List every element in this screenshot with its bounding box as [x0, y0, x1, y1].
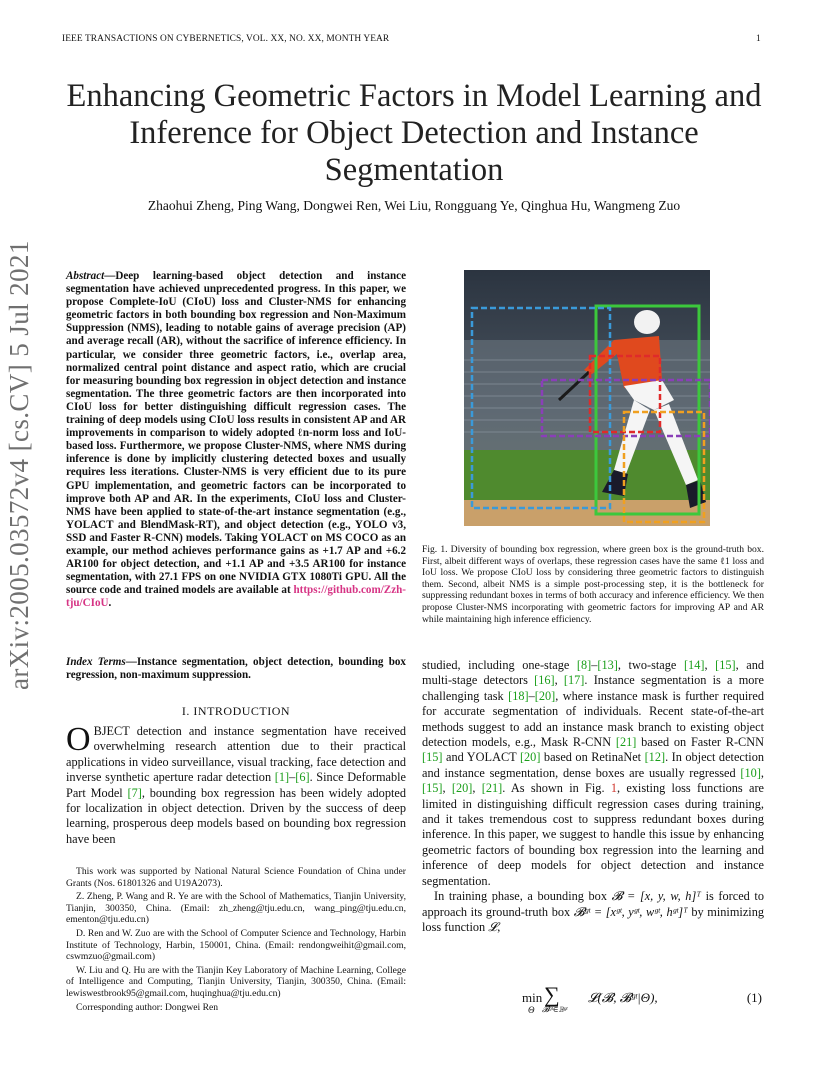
- citation[interactable]: [21]: [481, 781, 503, 796]
- text: based on Faster R-CNN: [636, 735, 765, 750]
- running-header: IEEE TRANSACTIONS ON CYBERNETICS, VOL. XX, NO. XX, MONTH YEAR: [62, 34, 390, 44]
- intro-paragraph: [66, 721, 406, 847]
- citation[interactable]: [8]: [576, 658, 592, 672]
- eq-min: min: [522, 990, 543, 1005]
- eq-sum: ∑: [544, 982, 560, 1007]
- text: ,: [554, 673, 564, 688]
- footnote: Corresponding author: Dongwei Ren: [76, 1001, 219, 1013]
- citation[interactable]: [20]: [451, 781, 473, 796]
- intro-text: BJECT detection and instance segmentation have received overwhelming research attention due to their practical applications in video surveillance, visual tracking, face detection and inverse synthetic aperture radar detection: [66, 724, 406, 785]
- baseball-figure-illustration: [464, 270, 710, 526]
- figure-ref[interactable]: 1: [610, 781, 617, 796]
- citation[interactable]: [15]: [422, 781, 443, 796]
- math: 𝓛: [488, 919, 498, 934]
- citation[interactable]: [1]: [274, 770, 290, 785]
- citation[interactable]: [14]: [683, 658, 705, 672]
- citation[interactable]: [21]: [615, 735, 637, 750]
- paragraph: [422, 889, 764, 935]
- abstract-lead: Abstract: [66, 270, 105, 282]
- code-link[interactable]: https://github.com/Zzh-tju/CIoU: [66, 584, 406, 610]
- citation[interactable]: [10]: [740, 765, 761, 780]
- section-heading: I. INTRODUCTION: [181, 704, 291, 718]
- text: , two-stage: [617, 658, 684, 672]
- right-column-text: [422, 658, 764, 935]
- text: , and multi-stage detectors: [422, 658, 765, 688]
- eq-body: 𝓛(𝓑, 𝓑ᵍᵗ|Θ),: [588, 990, 658, 1005]
- math: 𝓑 = [x, y, w, h]ᵀ: [611, 889, 701, 904]
- paragraph: [422, 658, 764, 889]
- text: by minimizing loss function: [422, 904, 764, 934]
- citation[interactable]: [17]: [563, 673, 585, 688]
- footnote: Z. Zheng, P. Wang and R. Ye are with the School of Mathematics, Tianjin University, Tianjin, 300350, China. (Email: zh_zheng@tju.edu.cn, wang_ping@tju.edu.cn, ementon@tju.edu.cn): [66, 891, 406, 926]
- text: ,: [472, 781, 482, 796]
- citation[interactable]: [12]: [644, 750, 666, 765]
- intro-text: . Since Deformable Part Model: [66, 770, 406, 800]
- eq-min-sub: Θ: [528, 1005, 535, 1015]
- text: ,: [760, 765, 764, 780]
- citation[interactable]: [20]: [519, 750, 541, 765]
- dash: –: [591, 658, 598, 672]
- abstract-text: —Deep learning-based object detection and instance segmentation have achieved unprecedented progress. In this paper, we propose Complete-IoU (CIoU) loss and Cluster-NMS for enhancing geometric factors in both bounding box regression and Non-Maximum Suppression (NMS), leading to notable gains of average precision (AP) and average recall (AR), without the sacrifice of inference efficiency. In particular, we consider three geometric factors, i.e., overlap area, normalized central point distance and aspect ratio, which are crucial for measuring bounding box regression in object detection and instance segmentation. The three geometric factors are then incorporated into CIoU loss for better distinguishing difficult regression cases. The training of deep models using CIoU loss results in consistent AP and AR improvements in comparison to widely adopted ℓn-norm loss and IoU-based loss. Furthermore, we propose Cluster-NMS, where NMS during inference is done by implicitly clustering detected boxes and usually requires less iterations. Cluster-NMS is very efficient due to its pure GPU implementation, and geometric factors can be incorporated to improve both AP and AR. In the experiments, CIoU loss and Cluster-NMS have been applied to state-of-the-art instance segmentation (e.g., YOLACT and BlendMask-RT), and object detection (e.g., YOLO v3, SSD and Faster R-CNN) models. Taking YOLACT on MS COCO as an example, our method achieves performance gains as +1.7 AP and +6.2 AR100 for object detection, and +1.1 AP and +3.5 AR100 for instance segmentation, with 27.1 FPS on one NVIDIA GTX 1080Ti GPU. All the source code and trained models are available at: [66, 270, 406, 597]
- abstract-end: .: [108, 597, 112, 610]
- index-terms: [66, 656, 406, 682]
- equation-number: (1): [746, 990, 762, 1005]
- footnote: W. Liu and Q. Hu are with the Tianjin Key Laboratory of Machine Learning, College of Intelligence and Computing, Tianjin University, Tianjin, 300350, China. (Email: lewiswestbrook95@gmail.com, huqinghua@tju.edu.cn): [66, 964, 406, 999]
- drop-cap: O: [66, 721, 91, 758]
- text: . As shown in Fig.: [502, 781, 611, 796]
- dash: –: [289, 770, 296, 785]
- footnote: D. Ren and W. Zuo are with the School of Computer Science and Technology, Harbin Institute of Technology, Harbin, 150001, China. (Email: rendongweihit@gmail.com, cswmzuo@gmail.com): [66, 927, 406, 963]
- citation[interactable]: [15]: [422, 750, 443, 765]
- text: ,: [442, 781, 452, 796]
- paper-title: Enhancing Geometric Factors in Model Learning and Inference for Object Detection and Instance Segmentation: [66, 78, 762, 188]
- text: studied, including one-stage: [422, 658, 577, 672]
- index-terms-text: —Instance segmentation, object detection, bounding box regression, non-maximum suppression.: [66, 656, 406, 682]
- citation[interactable]: [13]: [597, 658, 618, 672]
- footnotes: [66, 866, 406, 1015]
- eq-sum-sub: 𝓑ᵍᵗ∈𝔹ᵍᵗ: [542, 1005, 568, 1014]
- citation[interactable]: [15]: [715, 658, 736, 672]
- citation[interactable]: [20]: [534, 688, 556, 703]
- author-list: Zhaohui Zheng, Ping Wang, Dongwei Ren, Wei Liu, Rongguang Ye, Qinghua Hu, Wangmeng Zuo: [147, 198, 681, 213]
- text: ,: [704, 658, 716, 672]
- intro-text: , bounding box regression has been widely adopted for localization in object detection. Driven by the success of deep learning, prosperous deep models based on bounding box regression have been: [66, 785, 406, 846]
- text: , existing loss functions are limited in distinguishing difficult regression cases during training, and it takes tremendous cost to suppress redundant boxes during inference. In this paper, we suggest to handle this issue by enhancing geometric factors of bounding box regression into the learning and inference of deep models for object detection and instance segmentation.: [422, 781, 764, 888]
- grass: [464, 450, 710, 500]
- figure-1: [464, 270, 710, 526]
- page-number: 1: [756, 34, 761, 44]
- citation[interactable]: [7]: [127, 785, 142, 800]
- text: ,: [497, 919, 501, 934]
- index-terms-lead: Index Terms: [66, 656, 126, 668]
- equation-1: [522, 984, 762, 1024]
- text: is forced to approach its ground-truth box: [422, 889, 764, 919]
- text: In training phase, a bounding box: [434, 889, 612, 904]
- arxiv-stamp: arXiv:2005.03572v4 [cs.CV] 5 Jul 2021: [4, 240, 34, 690]
- citation[interactable]: [6]: [295, 770, 310, 785]
- text: based on RetinaNet: [540, 750, 645, 765]
- text: . Instance segmentation is a more challenging task: [422, 673, 764, 703]
- citation[interactable]: [16]: [534, 673, 555, 688]
- figure-caption: Fig. 1. Diversity of bounding box regression, where green box is the ground-truth box. First, albeit different ways of overlaps, these regression cases have the same ℓ1 loss and IoU loss. We propose CIoU loss by considering three geometric factors to distinguish them. Second, albeit NMS is a simple post-processing step, it is the bottleneck for suppressing redundant boxes in terms of both accuracy and inference efficiency. We then propose Cluster-NMS incorporating with geometric factors for improving AP and AR while maintaining high inference efficiency.: [422, 544, 764, 625]
- text: , where instance mask is further required for accurate segmentation of individuals. Recent state-of-the-art methods suggest to add an instance mask branch to existing object detection models, e.g., Mask R-CNN: [422, 688, 764, 750]
- citation[interactable]: [18]: [508, 688, 529, 703]
- text: . In object detection and instance segmentation, dense boxes are usually regressed: [422, 750, 764, 780]
- dash: –: [528, 688, 535, 703]
- footnote: This work was supported by National Natural Science Foundation of China under Grants (Nos. 61801326 and U19A2073).: [66, 866, 406, 889]
- text: and YOLACT: [442, 750, 520, 765]
- math: 𝓑ᵍᵗ = [xᵍᵗ, yᵍᵗ, wᵍᵗ, hᵍᵗ]ᵀ: [573, 904, 688, 919]
- abstract: [66, 270, 406, 610]
